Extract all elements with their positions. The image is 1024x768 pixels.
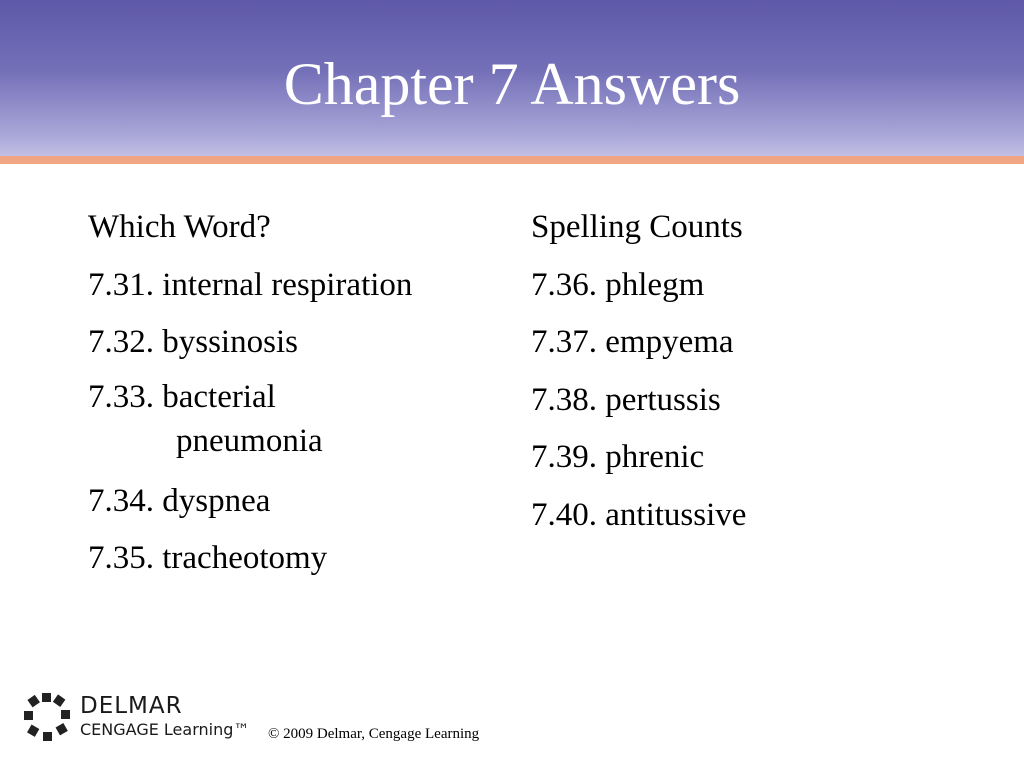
- answer-item-7-38: 7.38. pertussis: [531, 381, 721, 418]
- right-column-heading: Spelling Counts: [531, 209, 743, 245]
- answer-item-7-36: 7.36. phlegm: [531, 266, 705, 303]
- logo-cengage-text: CENGAGE Learning™: [80, 720, 250, 739]
- title-accent-line: [0, 156, 1024, 164]
- right-column: [531, 202, 951, 547]
- answer-item-7-37: 7.37. empyema: [531, 324, 734, 360]
- logo-delmar-text: DELMAR: [80, 693, 183, 719]
- answer-item-7-35: 7.35. tracheotomy: [88, 540, 328, 576]
- left-column: [88, 202, 498, 591]
- delmar-star-mark-icon: [24, 693, 72, 743]
- left-column-heading: Which Word?: [88, 209, 271, 245]
- answer-item-7-33: [88, 375, 498, 476]
- answer-item-7-39: 7.39. phrenic: [531, 439, 705, 475]
- delmar-cengage-logo: [24, 693, 264, 745]
- answer-item-7-34: 7.34. dyspnea: [88, 482, 271, 519]
- answer-item-7-33-line1: 7.33. bacterial: [88, 378, 276, 415]
- answer-item-7-32: 7.32. byssinosis: [88, 324, 298, 360]
- answer-item-7-40: 7.40. antitussive: [531, 496, 747, 533]
- copyright-notice: © 2009 Delmar, Cengage Learning: [268, 726, 480, 742]
- answer-item-7-31: 7.31. internal respiration: [88, 266, 413, 303]
- slide-title: Chapter 7 Answers: [283, 51, 741, 117]
- answer-item-7-33-line2: pneumonia: [176, 422, 323, 459]
